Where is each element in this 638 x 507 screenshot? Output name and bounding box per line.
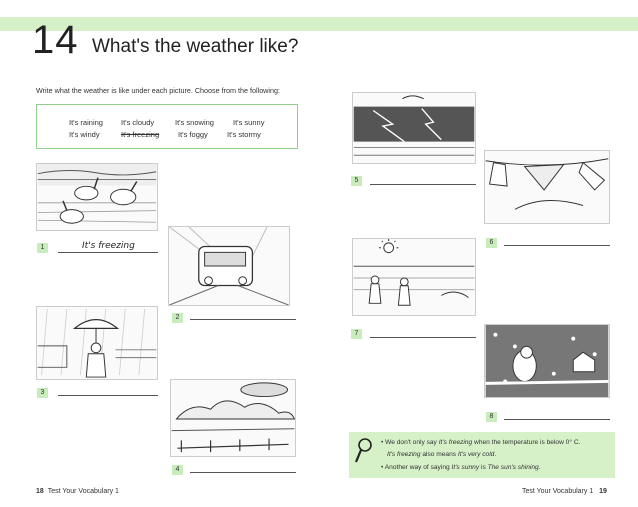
answer-line-8[interactable] <box>504 408 610 420</box>
instruction: Write what the weather is like under each picture. Choose from the following: <box>36 86 280 95</box>
answer-line-5[interactable] <box>370 173 476 185</box>
picture-3-umbrella-image <box>36 306 158 380</box>
picture-5-storm-image <box>352 92 476 164</box>
answer-line-7[interactable] <box>370 326 476 338</box>
choice-cloudy: It's cloudy <box>121 118 155 127</box>
item-number-6: 6 <box>486 238 497 248</box>
picture-2-car-image <box>168 226 290 306</box>
item-number-2: 2 <box>172 313 183 323</box>
picture-4-clouds-image <box>170 379 296 457</box>
answer-line-6[interactable] <box>504 234 610 246</box>
header-band <box>0 17 638 31</box>
picture-6-laundry-image <box>484 150 610 224</box>
tip-note-box <box>349 432 615 478</box>
note-line-2: It's freezing also means It's very cold. <box>387 451 497 458</box>
item-number-1: 1 <box>37 243 48 253</box>
picture-1-freezing-image <box>36 163 158 231</box>
item-number-4: 4 <box>172 465 183 475</box>
choice-foggy: It's foggy <box>178 130 208 139</box>
unit-number: 14 <box>32 18 79 62</box>
answer-line-2[interactable] <box>190 308 296 320</box>
choice-sunny: It's sunny <box>233 118 265 127</box>
answer-line-3[interactable] <box>58 384 158 396</box>
answer-text-1: It's freezing <box>82 241 135 251</box>
choice-windy: It's windy <box>69 130 100 139</box>
choice-stormy: It's stormy <box>227 130 261 139</box>
choice-freezing: It's freezing <box>121 130 160 139</box>
unit-title: What's the weather like? <box>92 36 299 57</box>
answer-line-4[interactable] <box>190 461 296 473</box>
word-choices-box <box>36 104 298 149</box>
note-line-3: • Another way of saying It's sunny is The sun's shining. <box>381 464 541 471</box>
picture-7-beach-image <box>352 238 476 316</box>
choice-raining: It's raining <box>69 118 103 127</box>
item-number-3: 3 <box>37 388 48 398</box>
magnifying-glass-icon <box>355 438 373 464</box>
choice-snowing: It's snowing <box>175 118 214 127</box>
item-number-8: 8 <box>486 412 497 422</box>
note-line-1: • We don't only say It's freezing when the temperature is below 0° C. <box>381 439 581 446</box>
picture-8-snow-bird-image <box>484 324 610 398</box>
item-number-7: 7 <box>351 329 362 339</box>
item-number-5: 5 <box>351 176 362 186</box>
footer-left: 18 Test Your Vocabulary 1 <box>36 488 119 495</box>
footer-right: Test Your Vocabulary 1 19 <box>522 488 607 495</box>
